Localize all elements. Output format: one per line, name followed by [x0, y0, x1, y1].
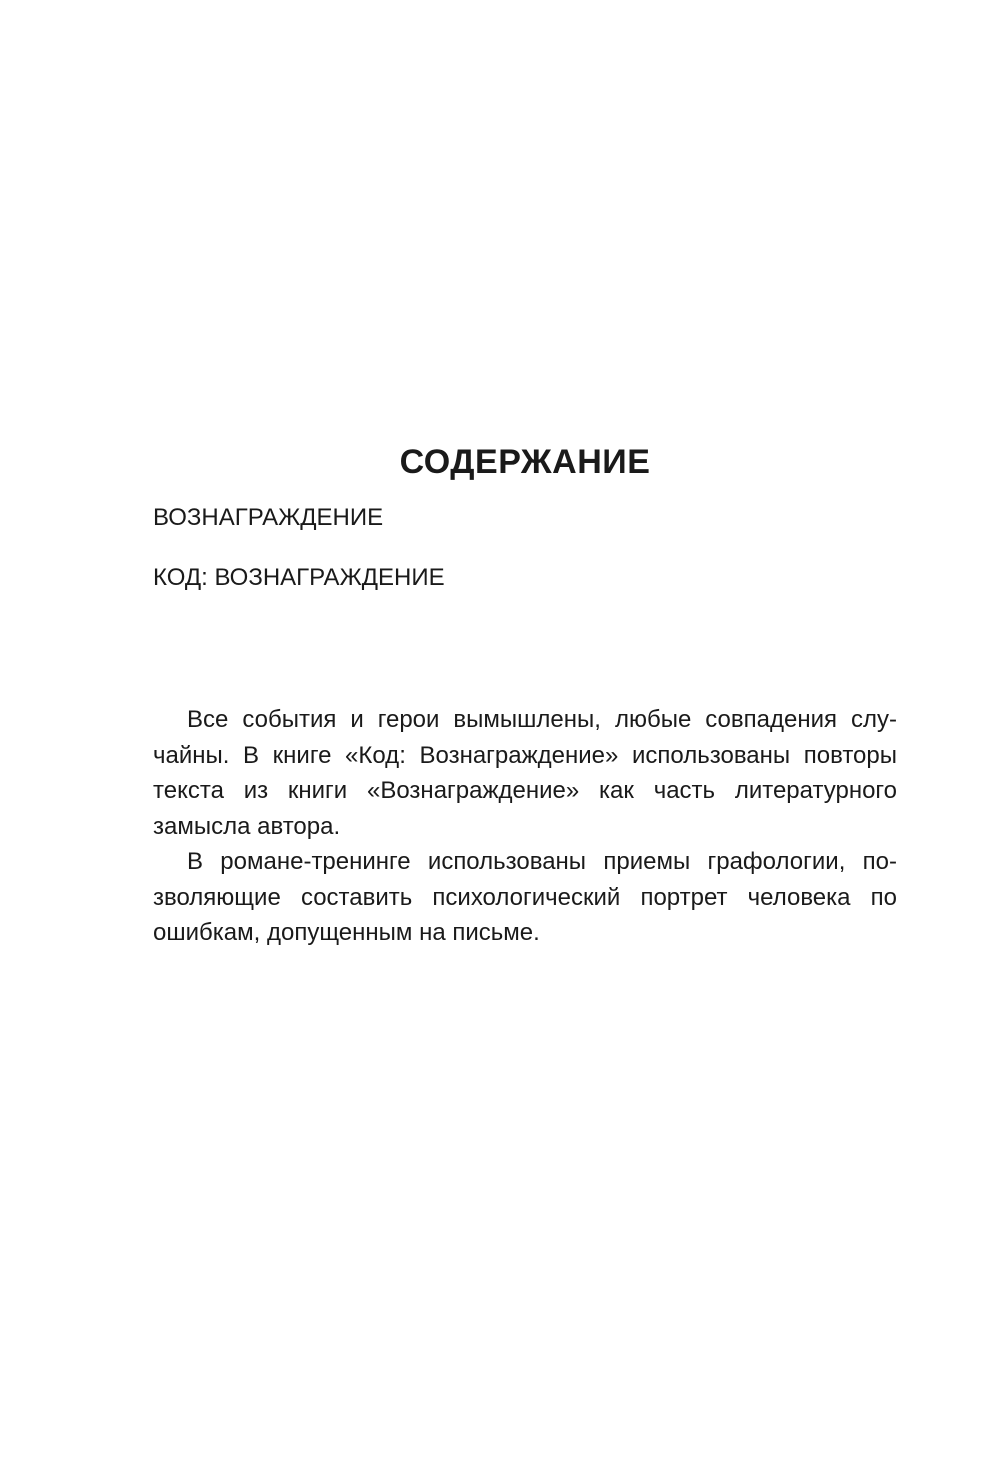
contents-list [153, 502, 897, 622]
contents-item-voznagrazhdenie[interactable]: ВОЗНАГРАЖДЕНИЕ [153, 504, 384, 531]
contents-item-kod-voznagrazhdenie[interactable]: КОД: ВОЗНАГРАЖДЕНИЕ [153, 564, 445, 591]
disclaimer-paragraph-fiction: Все события и герои вымышлены, любые совпадения случайны. В книге «Код: Вознаграждение» использованы повторы текста из книги «Вознаграждение» как часть литературного замысла автора. [153, 706, 897, 840]
disclaimer-note [153, 702, 897, 951]
contents-title: СОДЕРЖАНИЕ [399, 443, 651, 481]
disclaimer-paragraph-graphology: В романе-тренинге использованы приемы графологии, позволяющие составить психологический портрет человека по ошибкам, допущенным на письме. [153, 848, 897, 946]
